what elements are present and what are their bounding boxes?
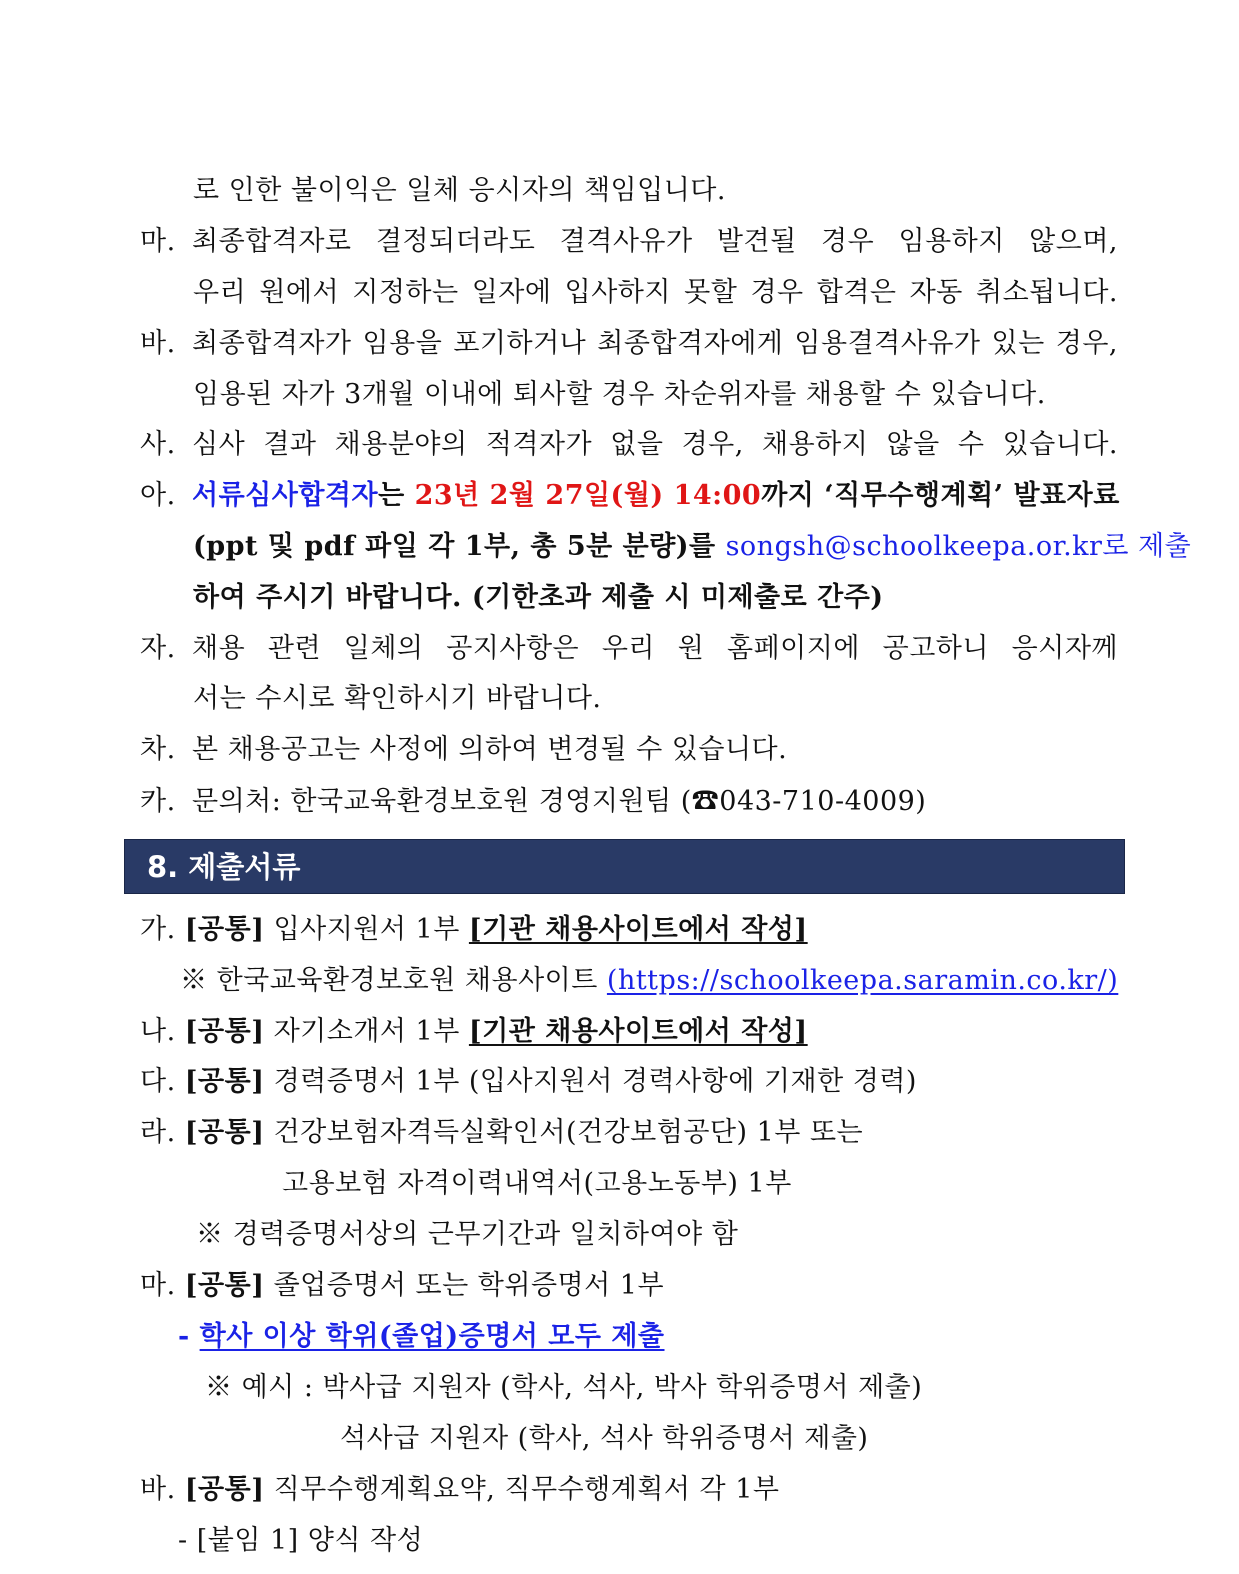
item-marker: 바. <box>140 328 176 359</box>
item-a-continued-2: 하여 주시기 바랍니다. (기한초과 제출 시 미제출로 간주) <box>193 582 884 613</box>
doc-ma-sub <box>178 1319 665 1355</box>
item-ja-continued: 서는 수시로 확인하시기 바랍니다. <box>193 683 602 714</box>
doc-ma-note2: 석사급 지원자 (학사, 석사 학위증명서 제출) <box>340 1423 869 1454</box>
item-marker: 나. <box>140 1016 176 1047</box>
text-fragment: (ppt 및 pdf 파일 각 1부, 총 5분 분량)를 <box>193 531 716 562</box>
item-text: 입사지원서 1부 <box>264 914 469 945</box>
item-text: 본 채용공고는 사정에 의하여 변경될 수 있습니다. <box>192 734 788 765</box>
recruit-site-link[interactable]: (https://schoolkeepa.saramin.co.kr/) <box>606 965 1119 996</box>
item-marker: 카. <box>140 786 176 817</box>
item-a-submission <box>140 478 1118 514</box>
item-text: 최종합격자가 임용을 포기하거나 최종합격자에게 임용결격사유가 있는 경우, <box>192 328 1118 359</box>
item-text: 경력증명서 1부 (입사지원서 경력사항에 기재한 경력) <box>264 1066 917 1097</box>
item-ba-continued: 임용된 자가 3개월 이내에 퇴사할 경우 차순위자를 채용할 수 있습니다. <box>193 379 1046 410</box>
item-text: 자기소개서 1부 <box>264 1016 469 1047</box>
item-text: 건강보험자격득실확인서(건강보험공단) 1부 또는 <box>264 1117 864 1148</box>
item-ja <box>140 631 1118 667</box>
common-tag: [공통] <box>184 1474 265 1505</box>
doc-ma-note1: ※ 예시 : 박사급 지원자 (학사, 석사, 박사 학위증명서 제출) <box>205 1372 923 1403</box>
doc-ba <box>140 1472 779 1508</box>
doc-ga-note <box>180 963 1118 999</box>
common-tag: [공통] <box>184 1016 265 1047</box>
contact-text: 문의처: 한국교육환경보호원 경영지원팀 (☎043-710-4009) <box>192 786 927 817</box>
item-ma-continued: 우리 원에서 지정하는 일자에 입사하지 못할 경우 합격은 자동 취소됩니다. <box>193 277 1118 308</box>
item-sa <box>140 427 1118 463</box>
item-cha <box>140 732 787 768</box>
text-fragment: 는 <box>378 480 405 511</box>
item-marker: 가. <box>140 914 176 945</box>
item-ba <box>140 326 1118 362</box>
section-title: 8. 제출서류 <box>147 850 301 884</box>
doc-na <box>140 1014 808 1050</box>
doc-da <box>140 1064 917 1100</box>
item-text: 최종합격자로 결정되더라도 결격사유가 발견될 경우 임용하지 않으며, <box>192 226 1118 257</box>
item-text: 심사 결과 채용분야의 적격자가 없을 경우, 채용하지 않을 수 있습니다. <box>192 429 1118 460</box>
common-tag: [공통] <box>184 1117 265 1148</box>
note-text: ※ 한국교육환경보호원 채용사이트 <box>180 965 607 996</box>
item-text: 채용 관련 일체의 공지사항은 우리 원 홈페이지에 공고하니 응시자께 <box>192 633 1118 664</box>
common-tag: [공통] <box>184 914 265 945</box>
item-a-continued <box>193 529 1192 565</box>
common-tag: [공통] <box>184 1066 265 1097</box>
item-marker: 아. <box>140 480 176 511</box>
item-marker: 바. <box>140 1474 176 1505</box>
submission-email: songsh@schoolkeepa.or.kr로 제출 <box>725 531 1192 562</box>
doc-ma <box>140 1268 664 1304</box>
document-pass-label: 서류심사합격자 <box>192 480 379 511</box>
doc-ba-sub: - [붙임 1] 양식 작성 <box>178 1525 424 1556</box>
item-marker: 라. <box>140 1117 176 1148</box>
item-marker: 마. <box>140 1270 176 1301</box>
item-text: 졸업증명서 또는 학위증명서 1부 <box>264 1270 665 1301</box>
item-marker: 자. <box>140 633 176 664</box>
site-bracket: [기관 채용사이트에서 작성] <box>468 1016 808 1047</box>
item-marker: 마. <box>140 226 176 257</box>
site-bracket: [기관 채용사이트에서 작성] <box>468 914 808 945</box>
degree-requirement: 학사 이상 학위(졸업)증명서 모두 제출 <box>199 1321 665 1352</box>
doc-ra <box>140 1115 863 1151</box>
deadline-text: 23년 2월 27일(월) 14:00 <box>414 480 762 511</box>
item-marker: 사. <box>140 429 176 460</box>
continued-paragraph: 로 인한 불이익은 일체 응시자의 책임입니다. <box>193 175 726 206</box>
doc-ra-continued: 고용보험 자격이력내역서(고용노동부) 1부 <box>282 1168 792 1199</box>
text-fragment: 까지 ‘직무수행계획’ 발표자료 <box>761 480 1120 511</box>
item-ka <box>140 784 926 820</box>
item-ma <box>140 224 1118 260</box>
doc-ra-note: ※ 경력증명서상의 근무기간과 일치하여야 함 <box>196 1219 739 1250</box>
section-header <box>124 839 1125 894</box>
doc-ga <box>140 912 808 948</box>
common-tag: [공통] <box>184 1270 265 1301</box>
dash: - <box>178 1321 200 1352</box>
item-marker: 차. <box>140 734 176 765</box>
item-marker: 다. <box>140 1066 176 1097</box>
item-text: 직무수행계획요약, 직무수행계획서 각 1부 <box>264 1474 780 1505</box>
